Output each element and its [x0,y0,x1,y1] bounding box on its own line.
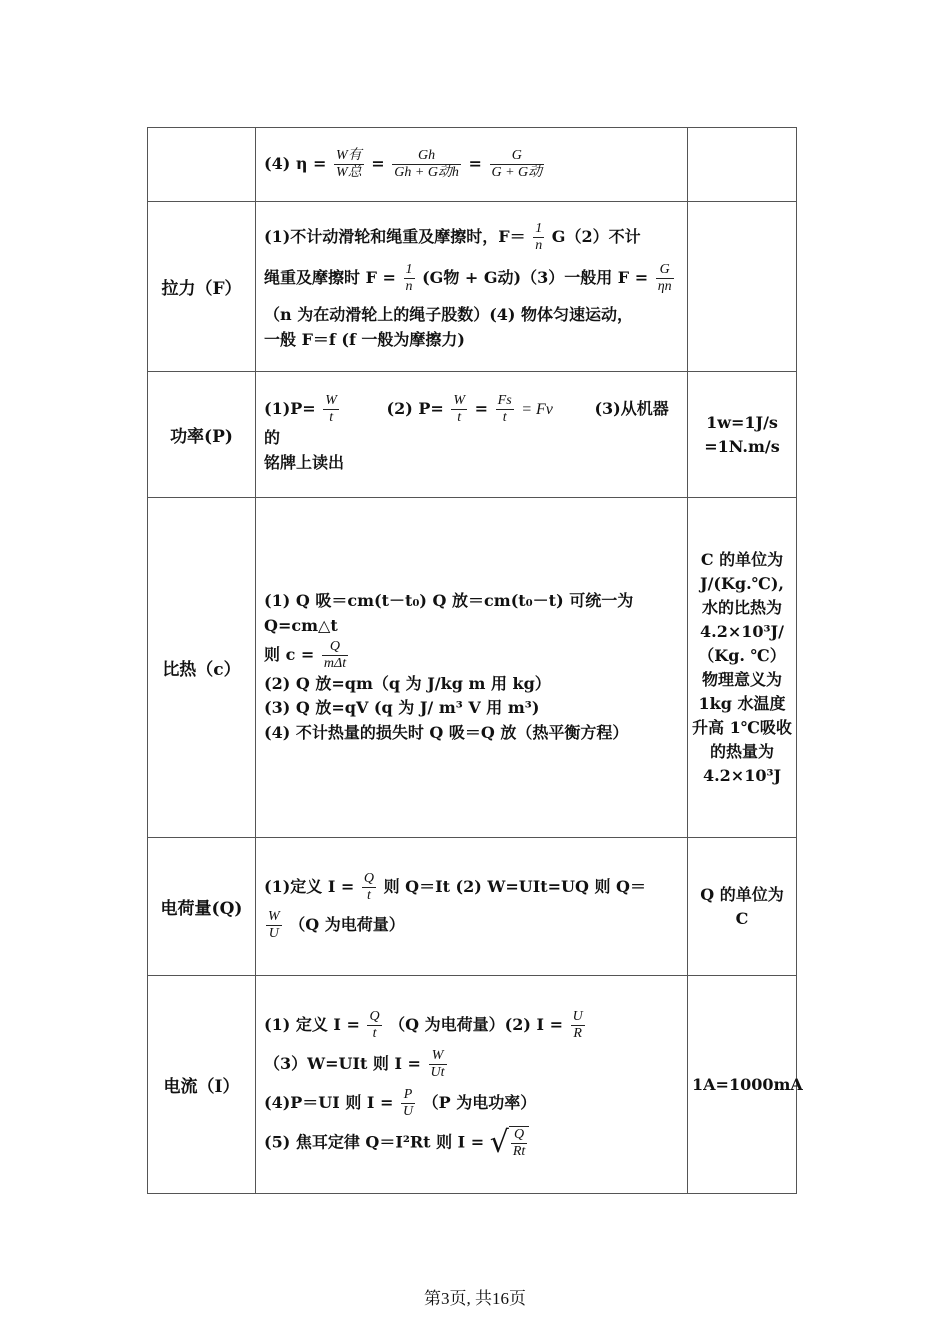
unit-cell: C 的单位为 J/(Kg.℃), 水的比热为 4.2×10³J/（Kg. ℃）物理意义为 1kg 水温度升高 1℃吸收的热量为 4.2×10³J [688,498,797,838]
table-row [148,128,797,202]
unit-cell: 1w=1J/s =1N.m/s [688,372,797,498]
fraction: $\frac{U}{R}$ [572,1008,583,1041]
fraction: $\frac{G}{\text{G + G动}}$ [491,147,543,180]
formula-cell [256,838,688,976]
formula-line: (1)定义 I = $\frac{Q}{t}$ 则 Q＝It (2) W=UIt=UQ 则 Q＝ [264,871,646,904]
page-number-footer: 第3页, 共16页 [424,1289,526,1308]
table-row [148,498,797,838]
formula-line: (3) Q 放=qV (q 为 J/ m³ V 用 m³) [264,698,540,718]
formula-line: （3）W=UIt 则 I = $\frac{W}{Ut}$ [264,1047,445,1080]
fraction: $\frac{Gh}{\text{Gh + G动h}}$ [394,147,459,180]
quantity-name-cell: 比热（c） [148,498,256,838]
fraction: $\frac{Q}{\text{mΔt}}$ [323,638,347,671]
formula-line: 一般 F＝f (f 一般为摩擦力) [264,329,465,349]
fraction: $\frac{W}{t}$ [325,393,337,426]
quantity-name-cell: 拉力（F） [148,202,256,372]
formula-line: 则 c = $\frac{Q}{\text{mΔt}}$ [264,638,347,671]
formula-line: (2) Q 放=qm（q 为 J/kg m 用 kg） [264,673,551,693]
formula-line: (1)不计动滑轮和绳重及摩擦时，F＝ $\frac{1}{n}$ G（2）不计 [264,220,641,253]
fraction: $\frac{G}{\eta n}$ [657,261,672,294]
formula-line: $\frac{W}{U}$ （Q 为电荷量） [268,908,405,941]
formula-line: (4)P＝UI 则 I = $\frac{P}{U}$ （P 为电功率） [264,1087,537,1120]
unit-cell [688,202,797,372]
formula-cell [256,128,688,202]
table-row [148,976,797,1194]
unit-cell: 1A=1000mA [688,976,797,1194]
equals-sign: = [468,154,482,173]
formula-table [147,127,803,1194]
table-row [148,202,797,372]
fraction: $\frac{1}{n}$ [405,261,413,294]
quantity-name-cell [148,128,256,202]
formula-line: 铭牌上读出 [264,453,345,473]
quantity-name-cell: 电流（I） [148,976,256,1194]
formula-cell [256,372,688,498]
fraction: $\frac{W}{t}$ [453,393,466,426]
formula-line: (1) Q 吸＝cm(t－t₀) Q 放＝cm(t₀－t) 可统一为 [264,590,634,610]
formula-line: (5) 焦耳定律 Q＝I²Rt 则 I = √ $\frac{Q}{Rt}$ [264,1126,679,1160]
fraction: $\frac{Q}{t}$ [369,1008,380,1041]
formula-line: (1)P= $\frac{W}{t}$ (2) P= $\frac{W}{t}$ = $\frac{Fs}{t}$ = Fv (3)从机器的 [264,393,669,448]
formula-line: （n 为在动滑轮上的绳子股数）(4) 物体匀速运动， [264,304,634,324]
table-row [148,372,797,498]
formula-line: (4) 不计热量的损失时 Q 吸＝Q 放（热平衡方程） [264,723,629,743]
fraction: $\frac{P}{U}$ [402,1087,414,1120]
fraction: $\frac{Q}{Rt}$ [512,1127,526,1160]
formula-line: 绳重及摩擦时 F = $\frac{1}{n}$ (G物 + G动)（3）一般用 F = $\frac{G}{\eta n}$ [264,261,672,294]
fraction: $\frac{W}{U}$ [268,908,280,941]
fraction: $\frac{W}{Ut}$ [430,1047,445,1080]
table-row [148,838,797,976]
fraction: $\frac{\text{W有}}{\text{W总}}$ [336,147,362,180]
quantity-name-cell: 电荷量(Q) [148,838,256,976]
formula-line: Q=cm△t [264,615,338,635]
formula-cell [256,498,688,838]
unit-cell [688,128,797,202]
fraction: $\frac{1}{n}$ [535,220,543,253]
formula-line: (1) 定义 I = $\frac{Q}{t}$ （Q 为电荷量）(2) I = $\frac{U}{R}$ [264,1008,583,1041]
formula-cell [256,202,688,372]
fraction: $\frac{Q}{t}$ [363,871,375,904]
formula-cell [256,976,688,1194]
equals-sign: = [371,154,385,173]
square-root: √ $\frac{Q}{Rt}$ [490,1126,530,1160]
formula-text: (4) η = [264,154,327,173]
unit-cell: Q 的单位为 C [688,838,797,976]
fraction: $\frac{Fs}{t}$ [497,393,512,426]
quantity-name-cell: 功率(P) [148,372,256,498]
